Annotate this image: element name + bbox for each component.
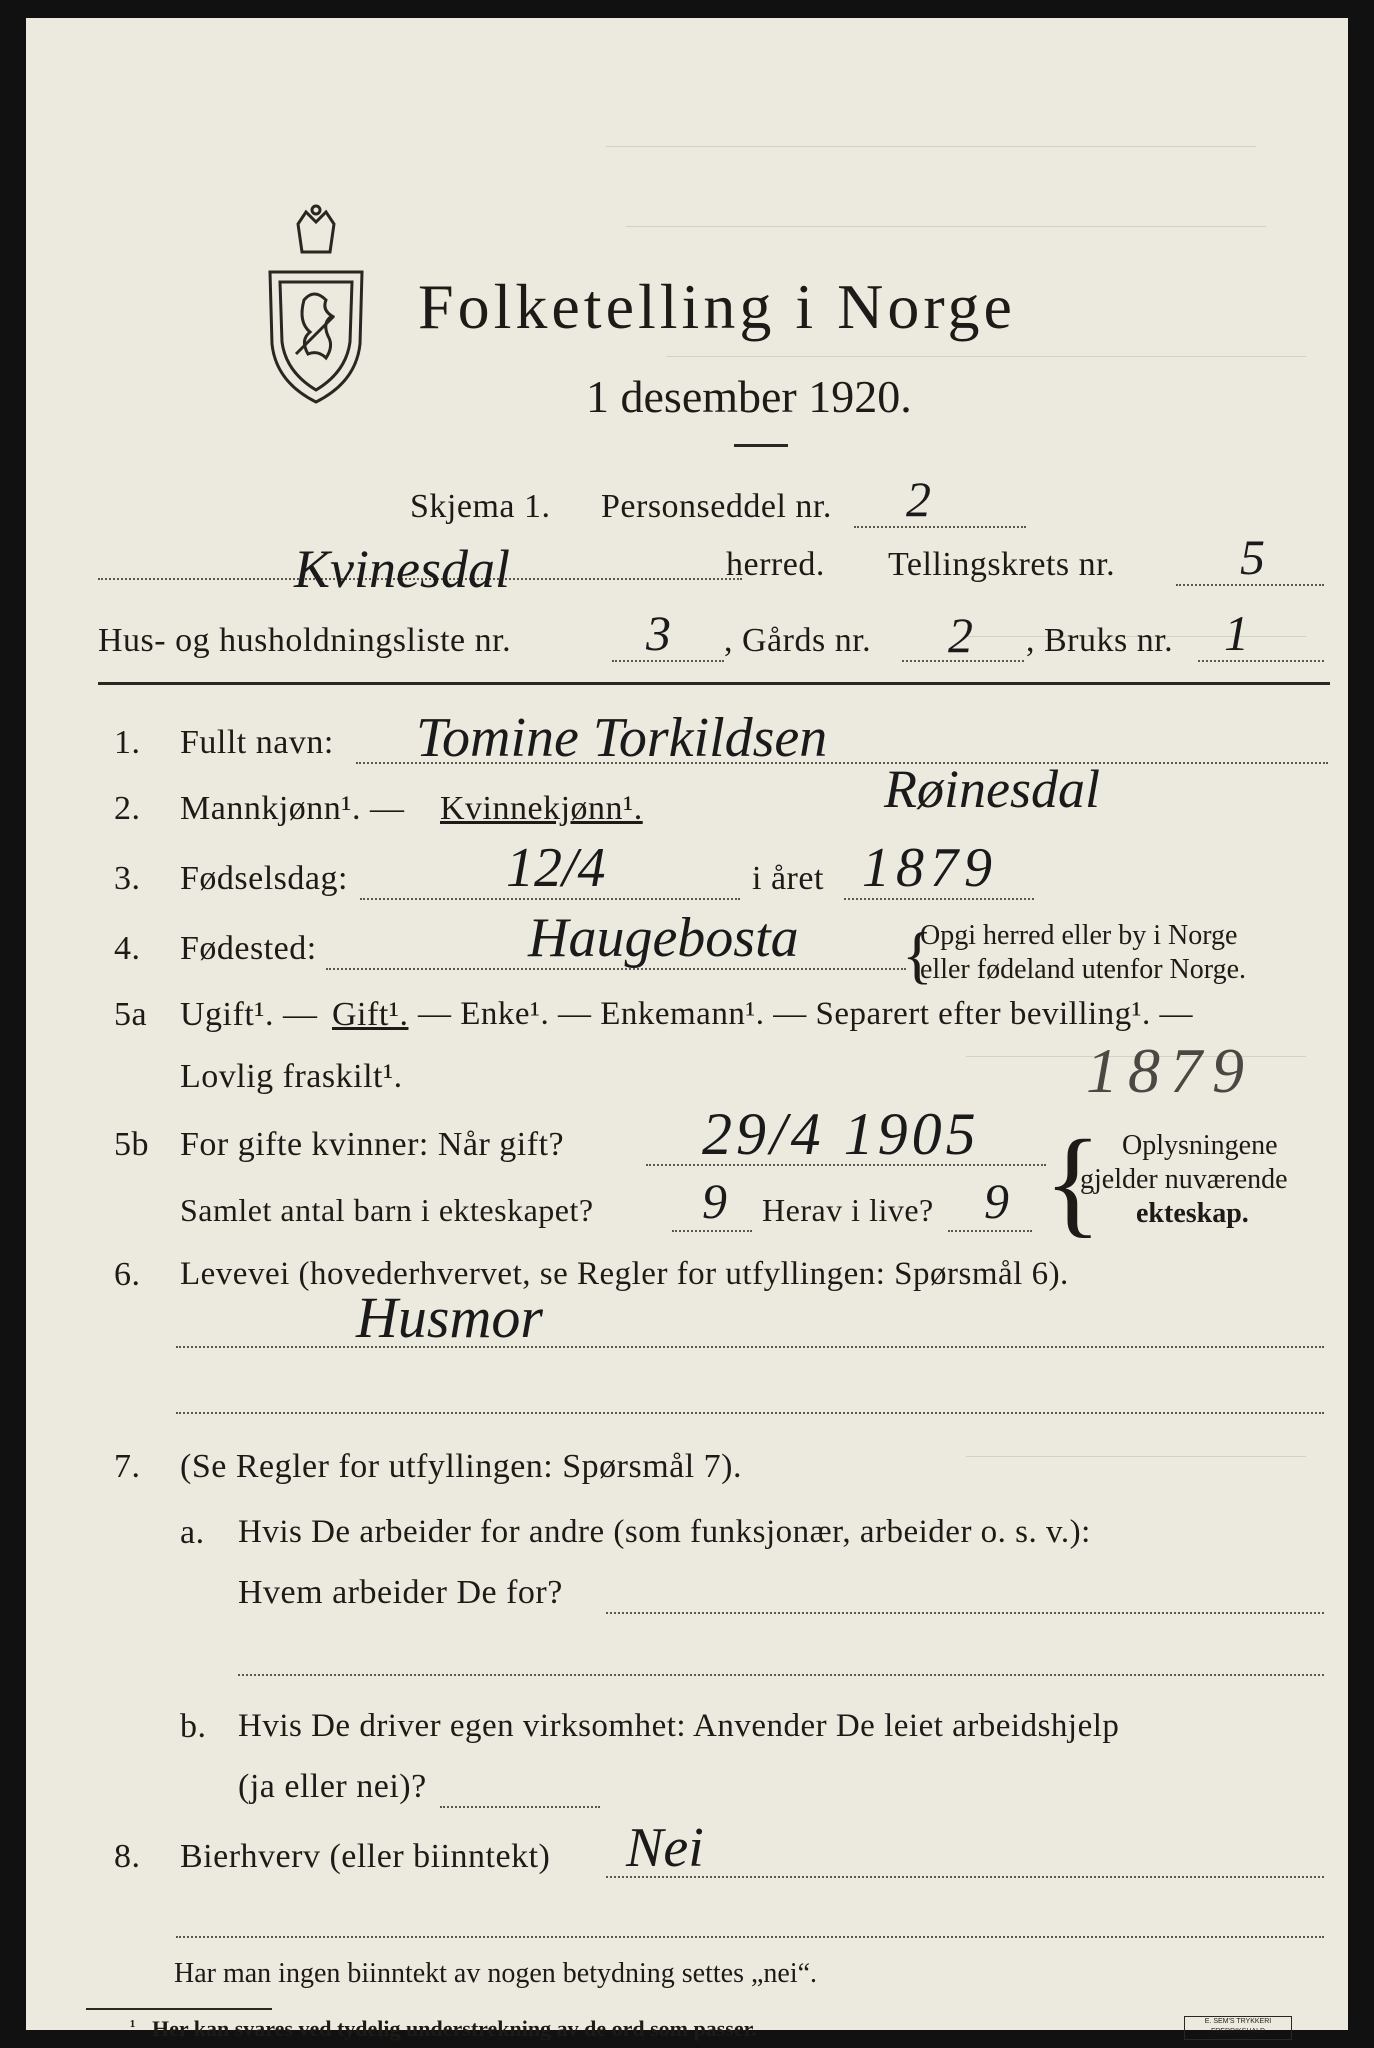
- printer-stamp: [1184, 2016, 1292, 2040]
- bruks-line: [1198, 660, 1324, 662]
- q3-number: 3.: [114, 860, 141, 897]
- norwegian-lion-crest-icon: [256, 204, 376, 404]
- marital-options-rest[interactable]: — Enke¹. — Enkemann¹. — Separert efter bevilling¹. —: [418, 996, 1194, 1032]
- full-name-value[interactable]: Tomine Torkildsen: [416, 707, 828, 769]
- occupation-line-2: [176, 1412, 1324, 1414]
- schema-label: Skjema 1.: [410, 488, 551, 525]
- q7-number: 7.: [114, 1448, 141, 1485]
- footnote-text: Her kan svares ved tydelig understrekning av de ord som passer.: [152, 2016, 757, 2041]
- married-when-value[interactable]: 29/4 1905: [702, 1101, 980, 1167]
- side-income-value[interactable]: Nei: [626, 1817, 704, 1879]
- gift-option[interactable]: Gift¹.: [332, 996, 409, 1033]
- q5a-number: 5a: [114, 996, 148, 1033]
- lovlig-fraskilt-option[interactable]: Lovlig fraskilt¹.: [180, 1058, 403, 1095]
- marriage-note-2: gjelder nuværende: [1080, 1164, 1288, 1195]
- tellingskrets-label: Tellingskrets nr.: [888, 546, 1116, 583]
- q4-label: Fødested:: [180, 930, 317, 967]
- birthplace-note-1: Opgi herred eller by i Norge: [920, 920, 1238, 951]
- marriage-note-1: Oplysningene: [1122, 1130, 1278, 1161]
- occupation-line-1: [176, 1346, 1324, 1348]
- occupation-value[interactable]: Husmor: [356, 1285, 543, 1350]
- side-income-line-2: [176, 1936, 1324, 1938]
- q5a-margin-annotation: 1879: [1086, 1035, 1254, 1106]
- gards-value[interactable]: 2: [948, 607, 973, 663]
- q4-number: 4.: [114, 930, 141, 967]
- q7a-line-2: Hvem arbeider De for?: [238, 1574, 563, 1611]
- q8-label: Bierhverv (eller biinntekt): [180, 1838, 551, 1875]
- q7b-line-2: (ja eller nei)?: [238, 1768, 427, 1805]
- census-date: 1 desember 1920.: [586, 371, 912, 422]
- footnote-rule: [86, 2008, 272, 2010]
- tellingskrets-value[interactable]: 5: [1240, 529, 1265, 585]
- bleed-through-line: [966, 1440, 1306, 1457]
- brace-icon: {: [1044, 1115, 1102, 1248]
- q7b-letter: b.: [180, 1708, 207, 1745]
- q2-number: 2.: [114, 790, 141, 827]
- q7b-line-1: Hvis De driver egen virksomhet: Anvender De leiet arbeidshjelp: [238, 1708, 1120, 1744]
- children-alive-value[interactable]: 9: [984, 1173, 1009, 1229]
- birthplace-note-2: eller fødeland utenfor Norge.: [920, 954, 1247, 985]
- employer-line-2[interactable]: [238, 1674, 1324, 1676]
- children-total-value[interactable]: 9: [702, 1173, 727, 1229]
- side-income-note: Har man ingen biinntekt av nogen betydning settes „nei“.: [174, 1958, 818, 1989]
- children-total-line: [672, 1230, 752, 1232]
- kvinnekjonn-option[interactable]: Kvinnekjønn¹.: [440, 790, 643, 827]
- q7-label: (Se Regler for utfyllingen: Spørsmål 7).: [180, 1448, 743, 1485]
- ugift-option[interactable]: Ugift¹. —: [180, 996, 318, 1033]
- employer-line-1[interactable]: [606, 1612, 1324, 1614]
- q2-margin-annotation: Røinesdal: [884, 759, 1100, 819]
- marriage-note-3: ekteskap.: [1136, 1198, 1249, 1229]
- gards-label: , Gårds nr.: [724, 622, 872, 659]
- bleed-through-line: [606, 130, 1256, 147]
- married-when-label: For gifte kvinner: Når gift?: [180, 1126, 565, 1163]
- side-income-line-1: [606, 1876, 1324, 1878]
- children-alive-line: [948, 1230, 1032, 1232]
- q3-label: Fødselsdag:: [180, 860, 348, 897]
- bleed-through-line: [626, 210, 1266, 227]
- footnote-mark: ¹: [130, 2016, 136, 2036]
- children-alive-label: Herav i live?: [762, 1192, 934, 1228]
- hired-help-line[interactable]: [440, 1806, 600, 1808]
- q7a-line-1: Hvis De arbeider for andre (som funksjonær, arbeider o. s. v.):: [238, 1514, 1091, 1550]
- q5b-number: 5b: [114, 1126, 149, 1163]
- mannkjonn-option[interactable]: Mannkjønn¹. —: [180, 790, 405, 827]
- husliste-value[interactable]: 3: [646, 605, 671, 661]
- herred-value[interactable]: Kvinesdal: [294, 539, 510, 599]
- q8-number: 8.: [114, 1838, 141, 1875]
- q1-label: Fullt navn:: [180, 724, 334, 761]
- page-title: Folketelling i Norge: [418, 271, 1016, 342]
- year-label: i året: [752, 860, 824, 897]
- personseddel-value[interactable]: 2: [906, 471, 931, 527]
- census-form-page: [26, 18, 1348, 2041]
- q6-label: Levevei (hovederhvervet, se Regler for utfyllingen: Spørsmål 6).: [180, 1256, 1069, 1292]
- personseddel-label: Personseddel nr.: [601, 488, 832, 525]
- personseddel-line: [854, 526, 1026, 528]
- bruks-value[interactable]: 1: [1224, 605, 1249, 661]
- birthdate-value[interactable]: 12/4: [506, 837, 606, 899]
- q1-number: 1.: [114, 724, 141, 761]
- children-total-label: Samlet antal barn i ekteskapet?: [180, 1192, 594, 1228]
- q6-number: 6.: [114, 1256, 141, 1293]
- birthyear-value[interactable]: 1879: [862, 837, 998, 899]
- printer-name: E. SEM'S TRYKKERI: [1204, 2018, 1272, 2025]
- herred-label: herred.: [726, 546, 825, 583]
- title-divider: [734, 444, 788, 447]
- q7a-letter: a.: [180, 1514, 205, 1551]
- printer-city: FREDRIKSHALD: [1210, 2028, 1266, 2035]
- brace-icon: {: [902, 919, 933, 990]
- header-separator: [98, 682, 1330, 685]
- husliste-label: Hus- og husholdningsliste nr.: [98, 622, 512, 659]
- bruks-label: , Bruks nr.: [1026, 622, 1174, 659]
- birthplace-value[interactable]: Haugebosta: [528, 907, 799, 969]
